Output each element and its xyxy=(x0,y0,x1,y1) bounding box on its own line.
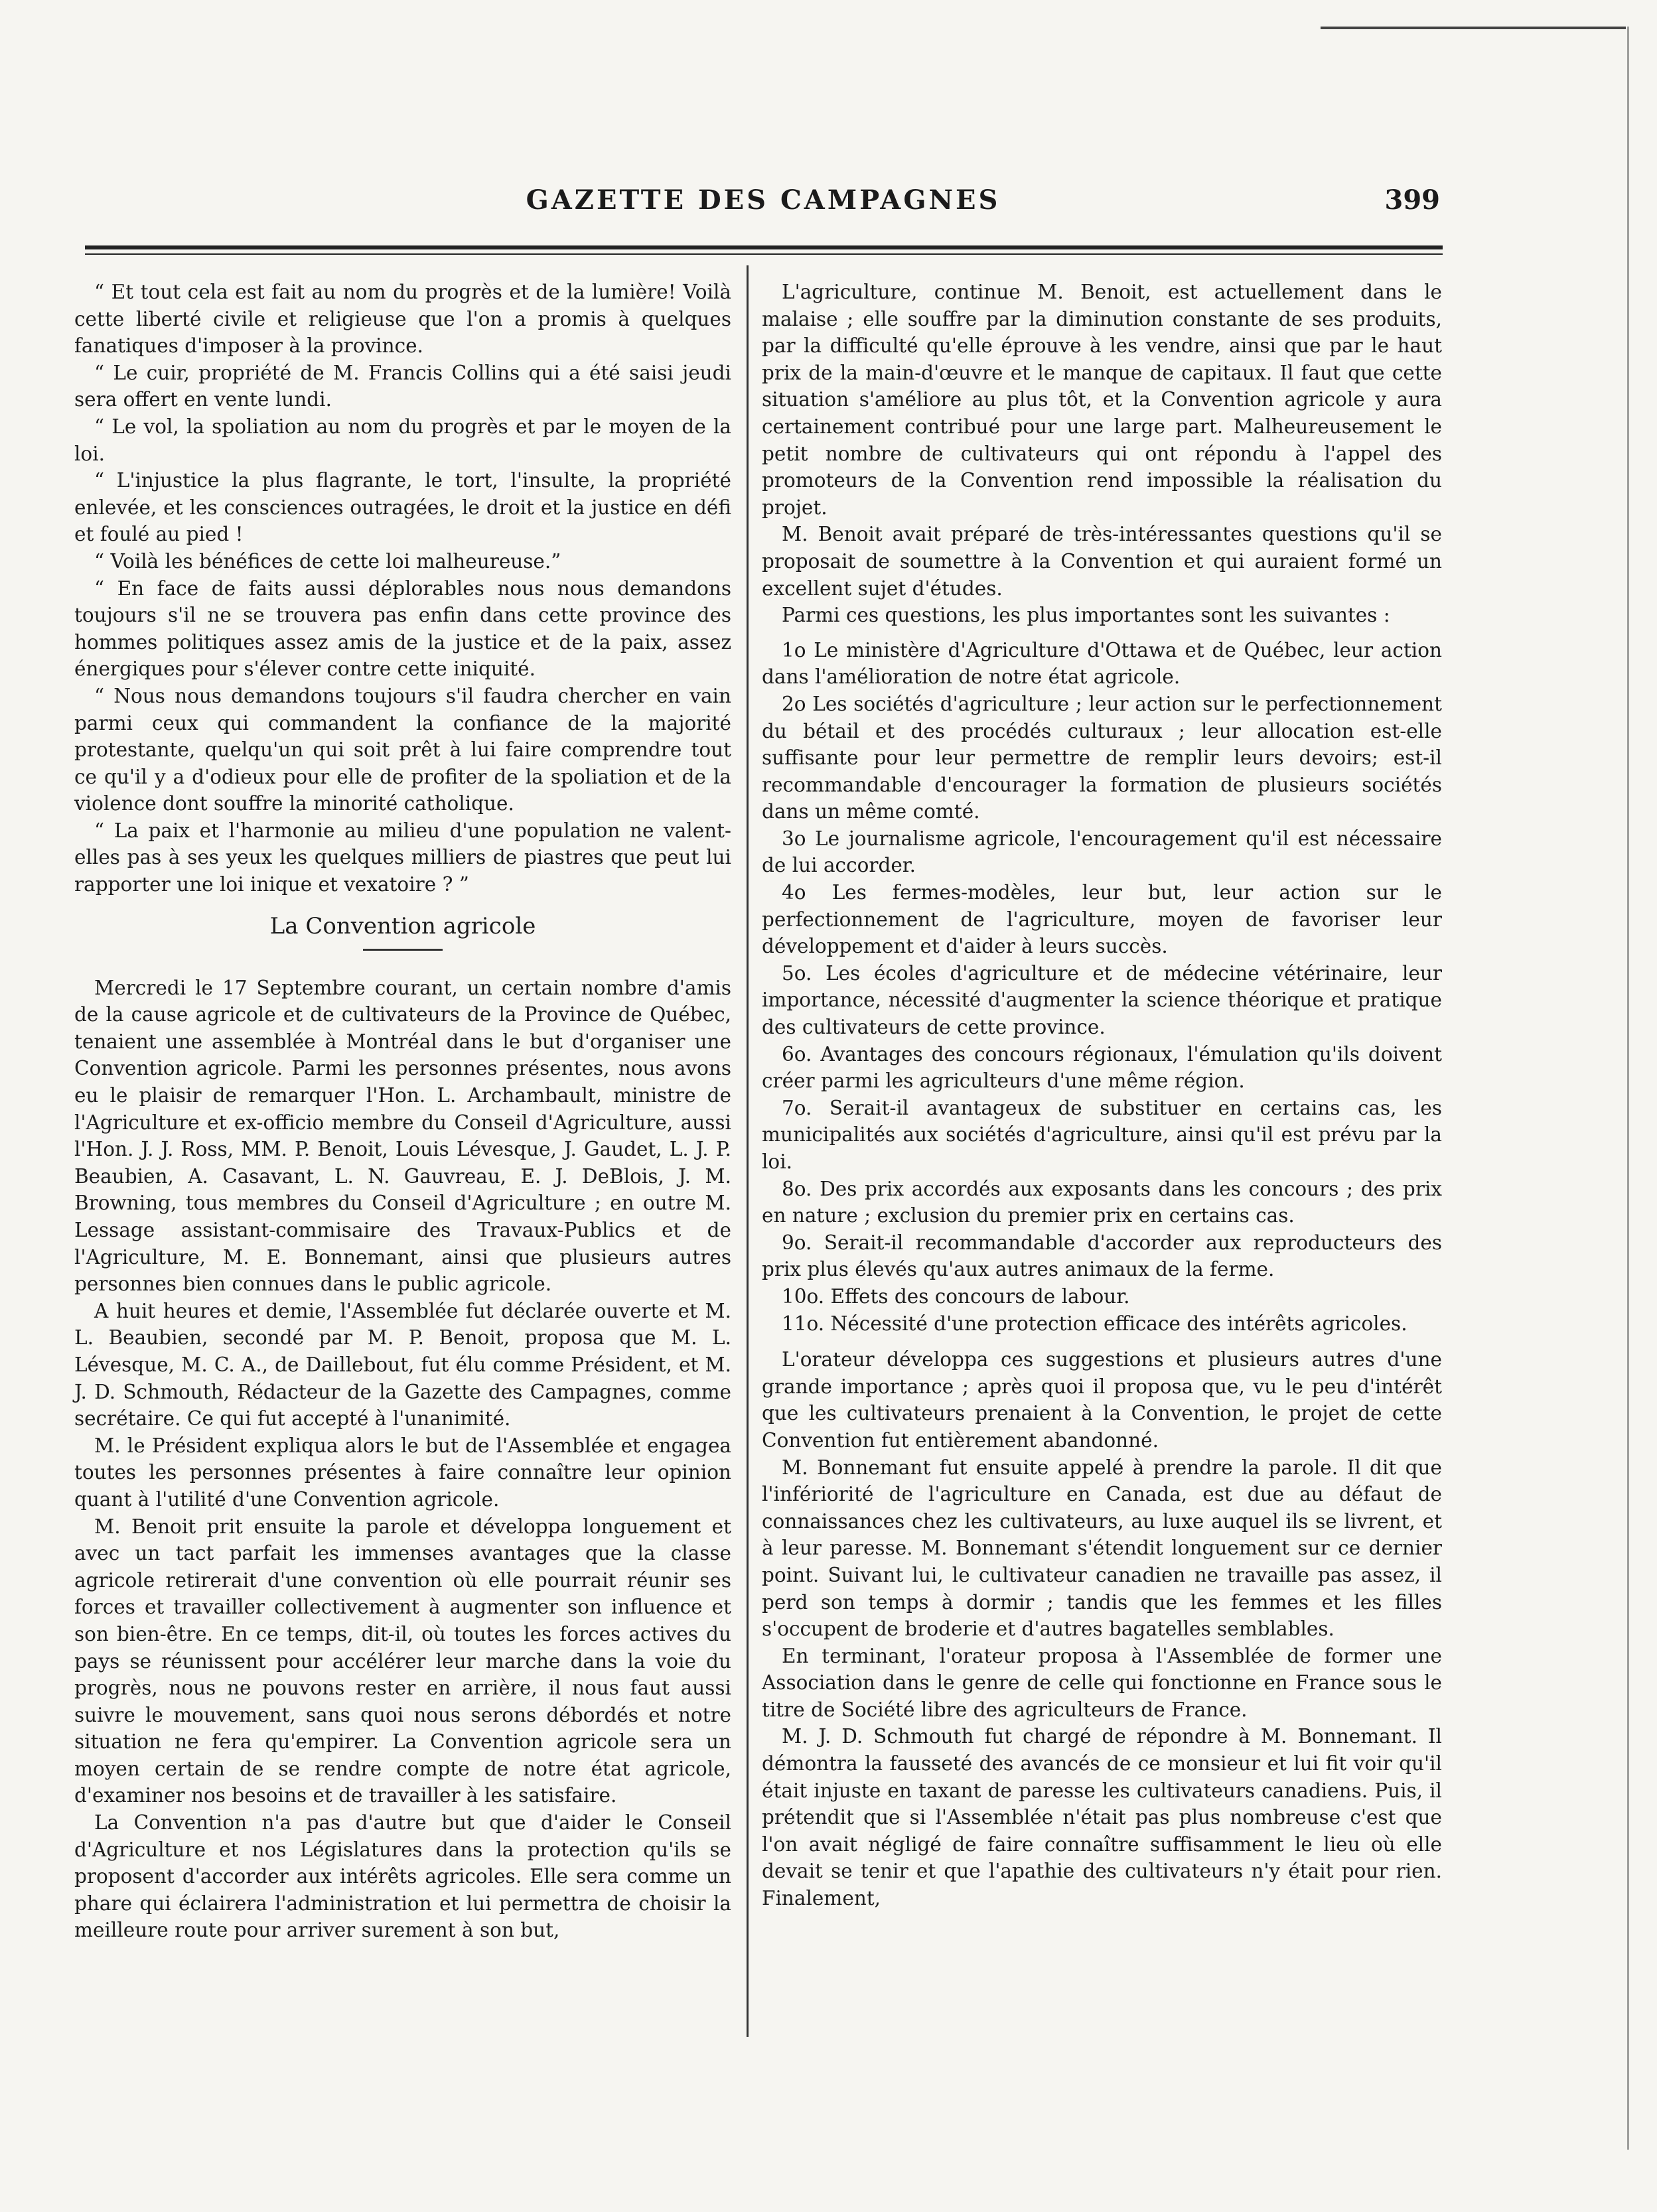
quote-paragraph: “ Nous nous demandons toujours s'il faudra chercher en vain parmi ceux qui commandent la confiance de la majorité protestante, quelqu'un qui soit prêt à lui faire comprendre tout ce qu'il y a d'odieux pour elle de profiter de la spoliation et de la violence dont souffre la minorité catholique. xyxy=(74,684,731,815)
article-paragraph: Parmi ces questions, les plus importantes sont les suivantes : xyxy=(782,604,1390,627)
question-item: 10o. Effets des concours de labour. xyxy=(782,1284,1130,1308)
publication-title: GAZETTE DES CAMPAGNES xyxy=(526,184,1001,216)
page-header xyxy=(86,179,1440,226)
article-paragraph: L'agriculture, continue M. Benoit, est actuellement dans le malaise ; elle souffre par la diminution constante de ses produits, par la difficulté qu'elle éprouve à les vendre, ainsi que par le haut prix de la main-d'œuvre et le manque de capitaux. Il faut que cette situation s'améliore au plus tôt, et la Convention agricole y aura certainement contribué pour une large part. Malheureusement le petit nombre de cultivateurs qui ont répondu à l'appel des promoteurs de la Convention rend impossible la réalisation du projet. xyxy=(762,281,1442,519)
question-item: 11o. Nécessité d'une protection efficace des intérêts agricoles. xyxy=(782,1312,1407,1335)
quote-paragraph: “ L'injustice la plus flagrante, le tort, l'insulte, la propriété enlevée, et les consciences outragées, le droit et la justice en défi et foulé au pied ! xyxy=(74,469,731,546)
article-paragraph: M. Bonnemant fut ensuite appelé à prendre la parole. Il dit que l'infériorité de l'agriculture en Canada, est due au défaut de connaissances chez les cultivateurs, au luxe auquel ils se livrent, et à leur paresse. M. Bonnemant s'étendit longuement sur ce dernier point. Suivant lui, le cultivateur canadien ne travaille pas assez, il perd son temps à dormir ; tandis que les femmes et les filles s'occupent de broderie et d'autres bagatelles semblables. xyxy=(762,1456,1442,1641)
question-item: 2o Les sociétés d'agriculture ; leur action sur le perfectionnement du bétail et des procédés culturaux ; leur allocation est-elle suffisante pour leur permettre de remplir leurs devoirs; est-il recommandable d'encourager la formation de plusieurs sociétés dans un même comté. xyxy=(762,692,1442,823)
question-item: 5o. Les écoles d'agriculture et de médecine vétérinaire, leur importance, nécessité d'augmenter la science théorique et pratique des cultivateurs de cette province. xyxy=(762,961,1442,1039)
quote-paragraph: “ En face de faits aussi déplorables nous nous demandons toujours s'il ne se trouvera pas enfin dans cette province des hommes politiques assez amis de la justice et de la paix, assez énergiques pour s'élever contre cette iniquité. xyxy=(74,577,731,681)
page-edge-shadow xyxy=(1627,27,1629,2150)
left-column xyxy=(74,279,731,1944)
header-rule-thick xyxy=(85,245,1443,249)
page-number: 399 xyxy=(1384,184,1440,216)
article-paragraph: En terminant, l'orateur proposa à l'Assemblée de former une Association dans le genre de celle qui fonctionne en France sous le titre de Société libre des agriculteurs de France. xyxy=(762,1644,1442,1721)
quote-paragraph: “ Le vol, la spoliation au nom du progrès et par le moyen de la loi. xyxy=(74,415,731,465)
question-item: 4o Les fermes-modèles, leur but, leur action sur le perfectionnement de l'agriculture, moyen de favoriser leur développement et d'aider à leurs succès. xyxy=(762,881,1442,958)
article-paragraph: L'orateur développa ces suggestions et plusieurs autres d'une grande importance ; après quoi il proposa que, vu le peu d'intérêt que les cultivateurs prenaient à la Convention, le projet de cette Convention fut entièrement abandonné. xyxy=(762,1348,1442,1452)
question-item: 7o. Serait-il avantageux de substituer en certains cas, les municipalités aux sociétés d'agriculture, ainsi qu'il est prévu par la loi. xyxy=(762,1096,1442,1173)
quote-paragraph: “ Et tout cela est fait au nom du progrès et de la lumière! Voilà cette liberté civile et religieuse que l'on a promis à quelques fanatiques d'imposer à la province. xyxy=(74,281,731,358)
article-paragraph: M. Benoit avait préparé de très-intéressantes questions qu'il se proposait de soumettre à la Convention et qui auraient formé un excellent sujet d'études. xyxy=(762,523,1442,600)
section-heading-text: La Convention agricole xyxy=(269,912,536,939)
top-corner-rule xyxy=(1321,27,1626,29)
article-paragraph: A huit heures et demie, l'Assemblée fut déclarée ouverte et M. L. Beaubien, secondé par M. P. Benoit, proposa que M. L. Lévesque, M. C. A., de Daillebout, fut élu comme Président, et M. J. D. Schmouth, Rédacteur de la Gazette des Campagnes, comme secrétaire. Ce qui fut accepté à l'unanimité. xyxy=(74,1299,731,1430)
question-item: 1o Le ministère d'Agriculture d'Ottawa et de Québec, leur action dans l'amélioration de notre état agricole. xyxy=(762,638,1442,689)
column-divider xyxy=(747,265,749,2037)
article-paragraph: M. J. D. Schmouth fut chargé de répondre à M. Bonnemant. Il démontra la fausseté des avancés de ce monsieur et lui fit voir qu'il était injuste en taxant de paresse les cultivateurs canadiens. Puis, il prétendit que si l'Assemblée n'était pas plus nombreuse c'est que l'on avait négligé de faire connaître suffisamment le lieu où elle devait se tenir et que l'apathie des cultivateurs n'y était pour rien. Finalement, xyxy=(762,1725,1442,1910)
article-paragraph: Mercredi le 17 Septembre courant, un certain nombre d'amis de la cause agricole et de cultivateurs de la Province de Québec, tenaient une assemblée à Montréal dans le but d'organiser une Convention agricole. Parmi les personnes présentes, nous avons eu le plaisir de remarquer l'Hon. L. Archambault, ministre de l'Agriculture et ex-officio membre du Conseil d'Agriculture, aussi l'Hon. J. J. Ross, MM. P. Benoit, Louis Lévesque, J. Gaudet, L. J. P. Beaubien, A. Casavant, L. N. Gauvreau, E. J. DeBlois, J. M. Browning, tous membres du Conseil d'Agriculture ; en outre M. Lessage assistant-commisaire des Travaux-Publics et de l'Agriculture, M. E. Bonnemant, ainsi que plusieurs autres personnes bien connues dans le public agricole. xyxy=(74,976,731,1296)
quote-paragraph: “ Le cuir, propriété de M. Francis Collins qui a été saisi jeudi sera offert en vente lundi. xyxy=(74,361,731,411)
article-paragraph: M. le Président expliqua alors le but de l'Assemblée et engagea toutes les personnes présentes à faire connaître leur opinion quant à l'utilité d'une Convention agricole. xyxy=(74,1434,731,1511)
question-item: 3o Le journalisme agricole, l'encouragement qu'il est nécessaire de lui accorder. xyxy=(762,827,1442,877)
quote-paragraph: “ La paix et l'harmonie au milieu d'une population ne valent-elles pas à ses yeux les quelques milliers de piastres que peut lui rapporter une loi inique et vexatoire ? ” xyxy=(74,819,731,896)
spacer xyxy=(762,629,1442,637)
article-paragraph: M. Benoit prit ensuite la parole et développa longuement et avec un tact parfait les immenses avantages que la classe agricole retirerait d'une convention où elle pourrait réunir ses forces et travailler collectivement à augmenter son influence et son bien-être. En ce temps, dit-il, où toutes les forces actives du pays se réunissent pour accélérer leur marche dans la voie du progrès, nous ne pouvons rester en arrière, il nous faut aussi suivre le mouvement, sans quoi nous serons débordés et notre situation ne fera qu'empirer. La Convention agricole sera un moyen certain de se rendre compte de notre état agricole, d'examiner nos besoins et de travailler à les satisfaire. xyxy=(74,1515,731,1807)
section-heading-rule xyxy=(363,949,443,951)
section-heading xyxy=(74,912,731,951)
header-rule-thin xyxy=(85,253,1443,255)
question-item: 8o. Des prix accordés aux exposants dans les concours ; des prix en nature ; exclusion du premier prix en certains cas. xyxy=(762,1177,1442,1227)
article-paragraph: La Convention n'a pas d'autre but que d'aider le Conseil d'Agriculture et nos Législatures dans la protection qu'ils se proposent d'accorder aux intérêts agricoles. Elle sera comme un phare qui éclairera l'administration et lui permettra de choisir la meilleure route pour arriver surement à son but, xyxy=(74,1811,731,1942)
question-item: 6o. Avantages des concours régionaux, l'émulation qu'ils doivent créer parmi les agriculteurs d'une même région. xyxy=(762,1042,1442,1093)
quote-paragraph: “ Voilà les bénéfices de cette loi malheureuse.” xyxy=(94,549,561,573)
right-column xyxy=(762,279,1442,1912)
spacer xyxy=(762,1337,1442,1346)
question-item: 9o. Serait-il recommandable d'accorder aux reproducteurs des prix plus élevés qu'aux autres animaux de la ferme. xyxy=(762,1231,1442,1281)
